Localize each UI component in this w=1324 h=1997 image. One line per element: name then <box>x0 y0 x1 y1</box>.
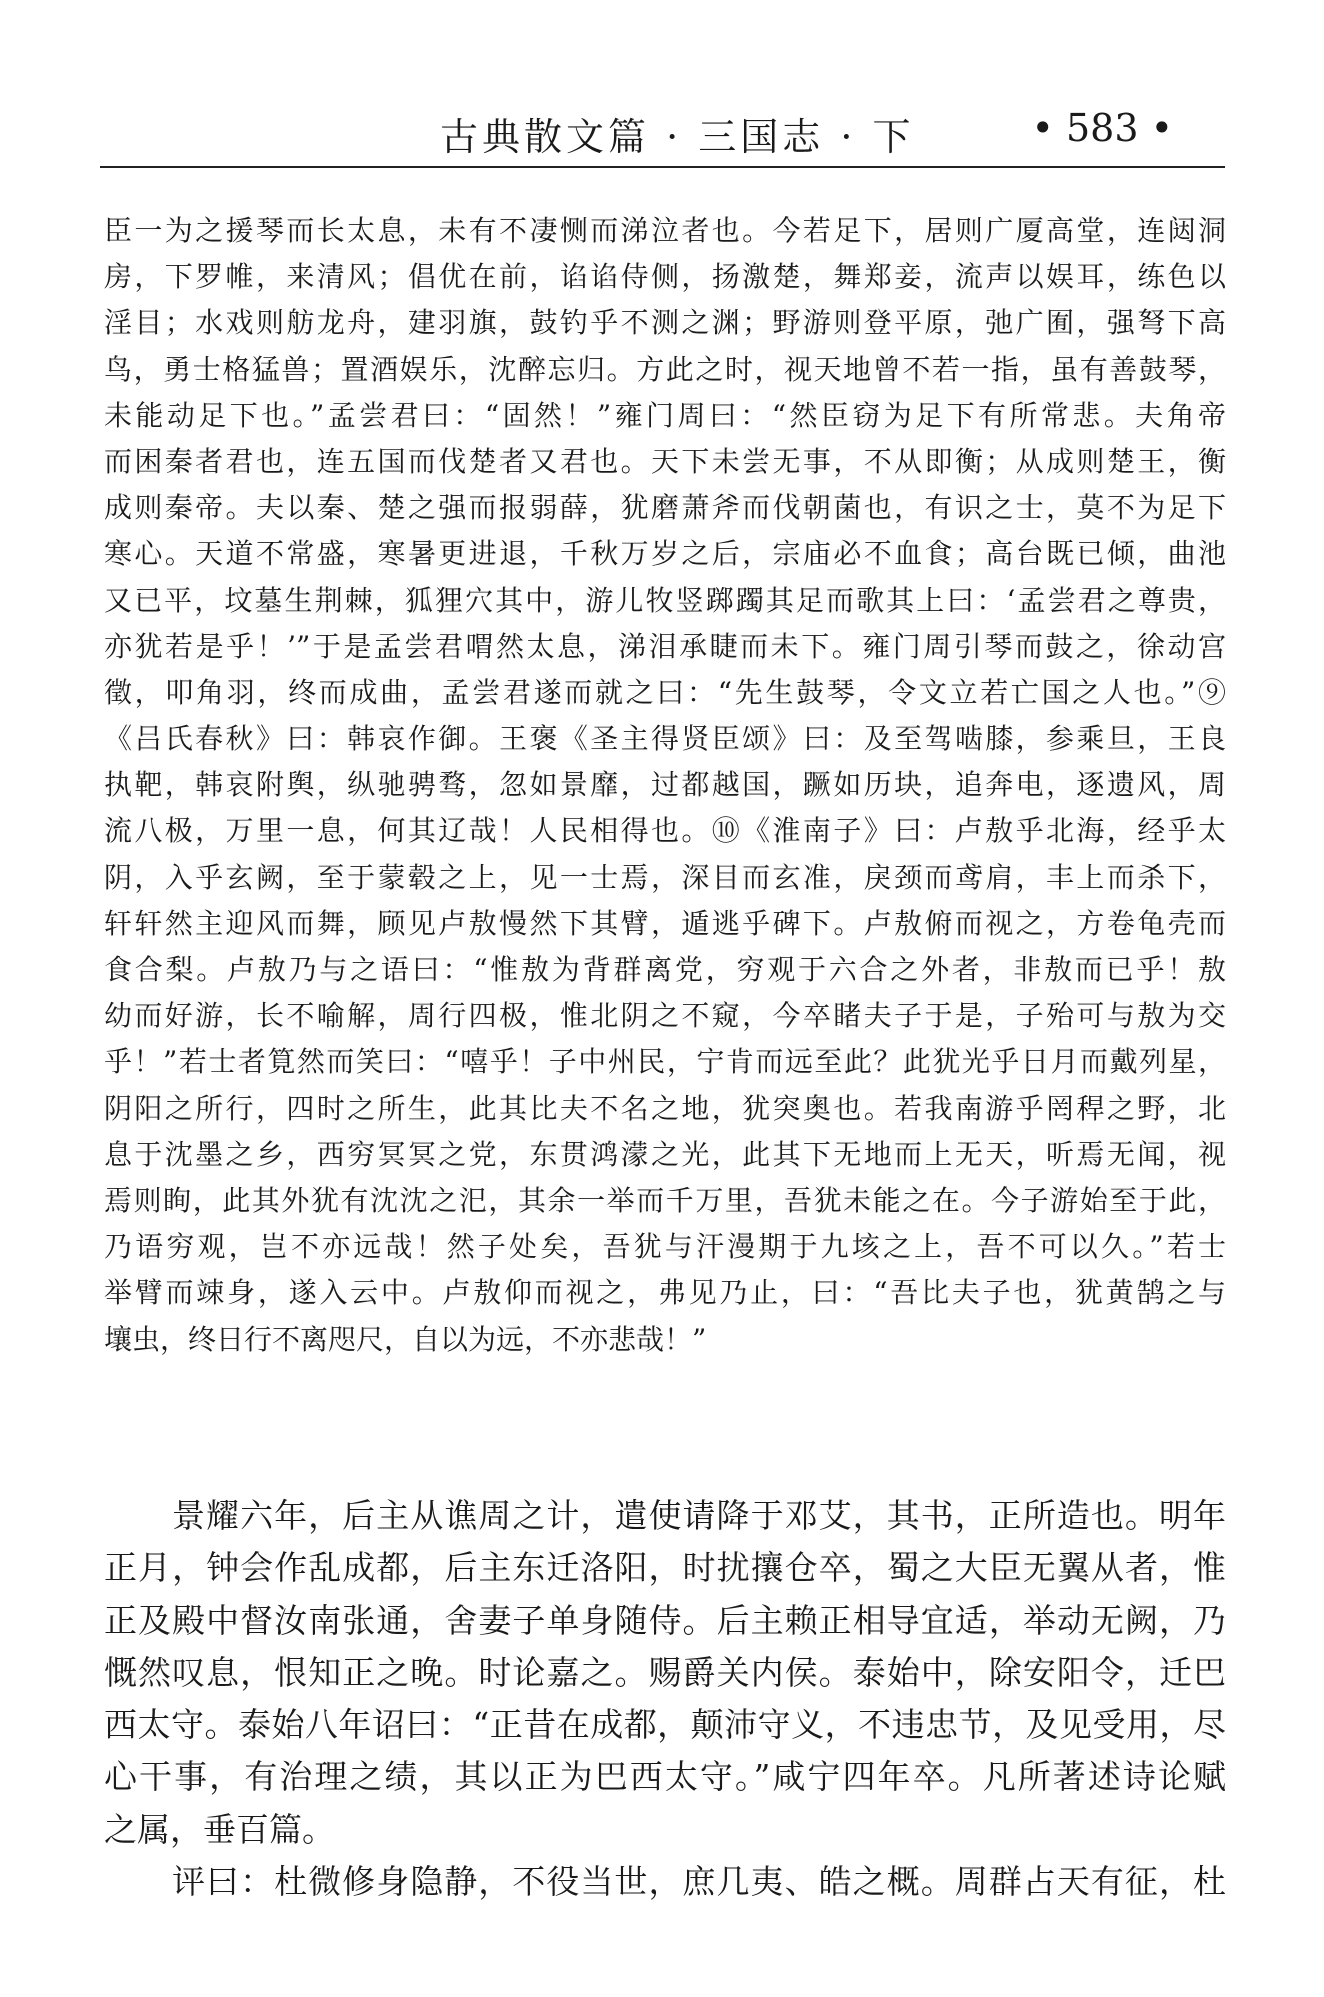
note-line: 成则秦帝。夫以秦、楚之强而报弱薛，犹磨萧斧而伐朝菌也，有识之士，莫不为足下 <box>104 491 1226 525</box>
note-line: 未能动足下也。”孟尝君曰：“固然！”雍门周曰：“然臣窃为足下有所常悲。夫角帝 <box>104 398 1226 432</box>
note-line: 鸟，勇士格猛兽；置酒娱乐，沈醉忘归。方此之时，视天地曾不若一指，虽有善鼓琴， <box>104 352 1226 386</box>
paragraph-line: 景耀六年，后主从谯周之计，遣使请降于邓艾，其书，正所造也。明年 <box>172 1496 1226 1535</box>
note-line: 淫目；水戏则舫龙舟，建羽旗，鼓钓乎不测之渊；野游则登平原，弛广囿，强弩下高 <box>104 306 1226 340</box>
paragraph-line: 之属，垂百篇。 <box>104 1809 335 1849</box>
note-line: 阴阳之所行，四时之所生，此其比夫不名之地，犹突奥也。若我南游乎罔稈之野，北 <box>104 1091 1226 1125</box>
note-line: 流八极，万里一息，何其辽哉！人民相得也。⑩《淮南子》曰：卢敖乎北海，经乎太 <box>104 814 1226 848</box>
main-text <box>104 1490 1226 1908</box>
note-line: 徵，叩角羽，终而成曲，孟尝君遂而就之曰：“先生鼓琴，令文立若亡国之人也。”⑨ <box>104 675 1226 709</box>
paragraph-line: 正月，钟会作乱成都，后主东迁洛阳，时扰攘仓卒，蜀之大臣无翼从者，惟 <box>104 1548 1226 1588</box>
note-line: 亦犹若是乎！’”于是孟尝君喟然太息，涕泪承睫而未下。雍门周引琴而鼓之，徐动宫 <box>104 629 1226 663</box>
paragraph-line: 评曰：杜微修身隐静，不役当世，庶几夷、皓之概。周群占天有征，杜 <box>172 1862 1226 1902</box>
paragraph-line: 慨然叹息，恨知正之晚。时论嘉之。赐爵关内侯。泰始中，除安阳令，迁巴 <box>104 1652 1226 1692</box>
note-line: 执靶，韩哀附舆，纵驰骋骛，忽如景靡，过都越国，蹶如历块，追奔电，逐遗风，周 <box>104 768 1226 802</box>
note-line: 臣一为之援琴而长太息，未有不凄恻而涕泣者也。今若足下，居则广厦高堂，连闼洞 <box>104 214 1226 247</box>
note-line: 轩轩然主迎风而舞，顾见卢敖慢然下其臂，遁逃乎碑下。卢敖俯而视之，方卷龟壳而 <box>104 906 1226 940</box>
note-line: 乃语穷观，岂不亦远哉！然子处矣，吾犹与汗漫期于九垓之上，吾不可以久。”若士 <box>104 1230 1226 1264</box>
page-number: • 583 • <box>1031 106 1173 150</box>
note-line: 焉则眴，此其外犹有沈沈之汜，其余一举而千万里，吾犹未能之在。今子游始至于此， <box>104 1183 1226 1217</box>
note-line: 举臂而竦身，遂入云中。卢敖仰而视之，弗见乃止，曰：“吾比夫子也，犹黄鹄之与 <box>104 1276 1226 1310</box>
header-title: 古典散文篇 · 三国志 · 下 <box>440 115 915 159</box>
paragraph-line: 西太守。泰始八年诏曰：“正昔在成都，颠沛守义，不违忠节，及见受用，尽 <box>104 1705 1226 1745</box>
note-line: 壤虫，终日行不离咫尺，自以为远，不亦悲哉！” <box>104 1322 707 1356</box>
note-line: 寒心。天道不常盛，寒暑更进退，千秋万岁之后，宗庙必不血食；高台既已倾，曲池 <box>104 537 1226 571</box>
header-rule <box>100 166 1225 168</box>
note-line: 食合梨。卢敖乃与之语曰：“惟敖为背群离党，穷观于六合之外者，非敖而已乎！敖 <box>104 953 1226 986</box>
note-line: 《吕氏春秋》曰：韩哀作御。王褒《圣主得贤臣颂》曰：及至驾啮膝，参乘旦，王良 <box>104 722 1226 756</box>
note-line: 又已平，坟墓生荆棘，狐狸穴其中，游儿牧竖踯躅其足而歌其上曰：‘孟尝君之尊贵， <box>104 583 1226 617</box>
note-line: 阴，入乎玄阙，至于蒙毂之上，见一士焉，深目而玄准，戾颈而鸢肩，丰上而杀下， <box>104 860 1226 894</box>
running-header <box>100 104 1225 170</box>
note-line: 幼而好游，长不喻解，周行四极，惟北阴之不窥，今卒睹夫子于是，子殆可与敖为交 <box>104 999 1226 1033</box>
note-line: 乎！”若士者筧然而笑曰：“嘻乎！子中州民，宁肯而远至此？此犹光乎日月而戴列星， <box>104 1045 1226 1079</box>
paragraph-line: 正及殿中督汝南张通，舍妻子单身随侍。后主赖正相导宜适，举动无阙，乃 <box>104 1600 1226 1640</box>
note-line: 而困秦者君也，连五国而伐楚者又君也。天下未尝无事，不从即衡；从成则楚王，衡 <box>104 444 1226 478</box>
note-line: 房，下罗帷，来清风；倡优在前，谄谄侍侧，扬激楚，舞郑妾，流声以娱耳，练色以 <box>104 260 1226 294</box>
annotation-notes <box>104 208 1226 1363</box>
paragraph-line: 心干事，有治理之绩，其以正为巴西太守。”咸宁四年卒。凡所著述诗论赋 <box>104 1757 1226 1797</box>
note-line: 息于沈墨之乡，西穷冥冥之党，东贯鸿濛之光，此其下无地而上无天，听焉无闻，视 <box>104 1137 1226 1171</box>
